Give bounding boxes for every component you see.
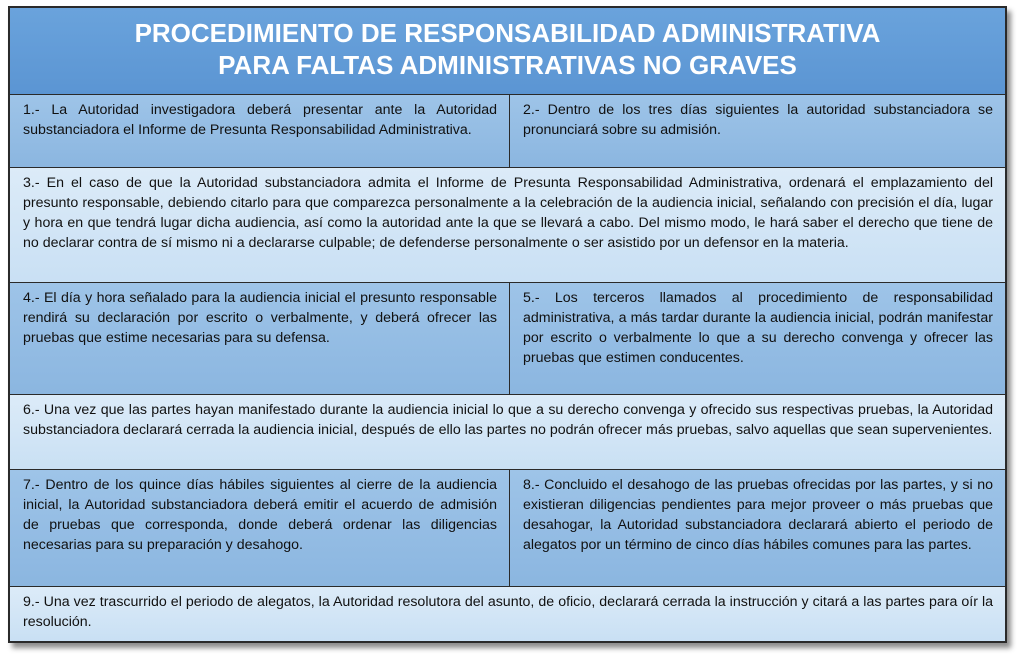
step-6-cell: 6.- Una vez que las partes hayan manifestado durante la audiencia inicial lo que a su derecho convenga y ofrecido sus respectivas pruebas, la Autoridad substanciadora declarará cerrada la audiencia inicial, después de ello las partes no podrán ofrecer más pruebas, salvo aquellas que sean supervenientes. (10, 395, 1005, 470)
table-title (10, 8, 1005, 95)
step-2-cell: 2.- Dentro de los tres días siguientes la autoridad substanciadora se pronunciará sobre su admisión. (510, 95, 1005, 168)
step-7-cell: 7.- Dentro de los quince días hábiles siguientes al cierre de la audiencia inicial, la Autoridad substanciadora deberá emitir el acuerdo de admisión de pruebas que corresponda, donde deberá ordenar las diligencias necesarias para su preparación y desahogo. (10, 470, 510, 587)
step-5-cell: 5.- Los terceros llamados al procedimiento de responsabilidad administrativa, a más tardar durante la audiencia inicial, podrán manifestar por escrito o verbalmente lo que a su derecho convenga y ofrecer las pruebas que estimen conducentes. (510, 283, 1005, 395)
step-8-cell: 8.- Concluido el desahogo de las pruebas ofrecidas por las partes, y si no existieran diligencias pendientes para mejor proveer o más pruebas que desahogar, la Autoridad substanciadora declarará abierto el periodo de alegatos por un término de cinco días hábiles comunes para las partes. (510, 470, 1005, 587)
step-4-cell: 4.- El día y hora señalado para la audiencia inicial el presunto responsable rendirá su declaración por escrito o verbalmente, y deberá ofrecer las pruebas que estime necesarias para su defensa. (10, 283, 510, 395)
procedure-table (8, 6, 1007, 643)
step-1-cell: 1.- La Autoridad investigadora deberá presentar ante la Autoridad substanciadora el Informe de Presunta Responsabilidad Administrativa. (10, 95, 510, 168)
step-3-cell: 3.- En el caso de que la Autoridad substanciadora admita el Informe de Presunta Responsabilidad Administrativa, ordenará el emplazamiento del presunto responsable, debiendo citarlo para que comparezca personalmente a la celebración de la audiencia inicial, señalando con precisión el día, lugar y hora en que tendrá lugar dicha audiencia, así como la autoridad ante la que se llevará a cabo. Del mismo modo, le hará saber el derecho que tiene de no declarar contra de sí mismo ni a declararse culpable; de defenderse personalmente o ser asistido por un defensor en la materia. (10, 168, 1005, 283)
step-9-cell: 9.- Una vez trascurrido el periodo de alegatos, la Autoridad resolutora del asunto, de oficio, declarará cerrada la instrucción y citará a las partes para oír la resolución. (10, 587, 1005, 641)
title-line-2: PARA FALTAS ADMINISTRATIVAS NO GRAVES (218, 50, 797, 80)
title-line-1: PROCEDIMIENTO DE RESPONSABILIDAD ADMINISTRATIVA (134, 18, 881, 48)
